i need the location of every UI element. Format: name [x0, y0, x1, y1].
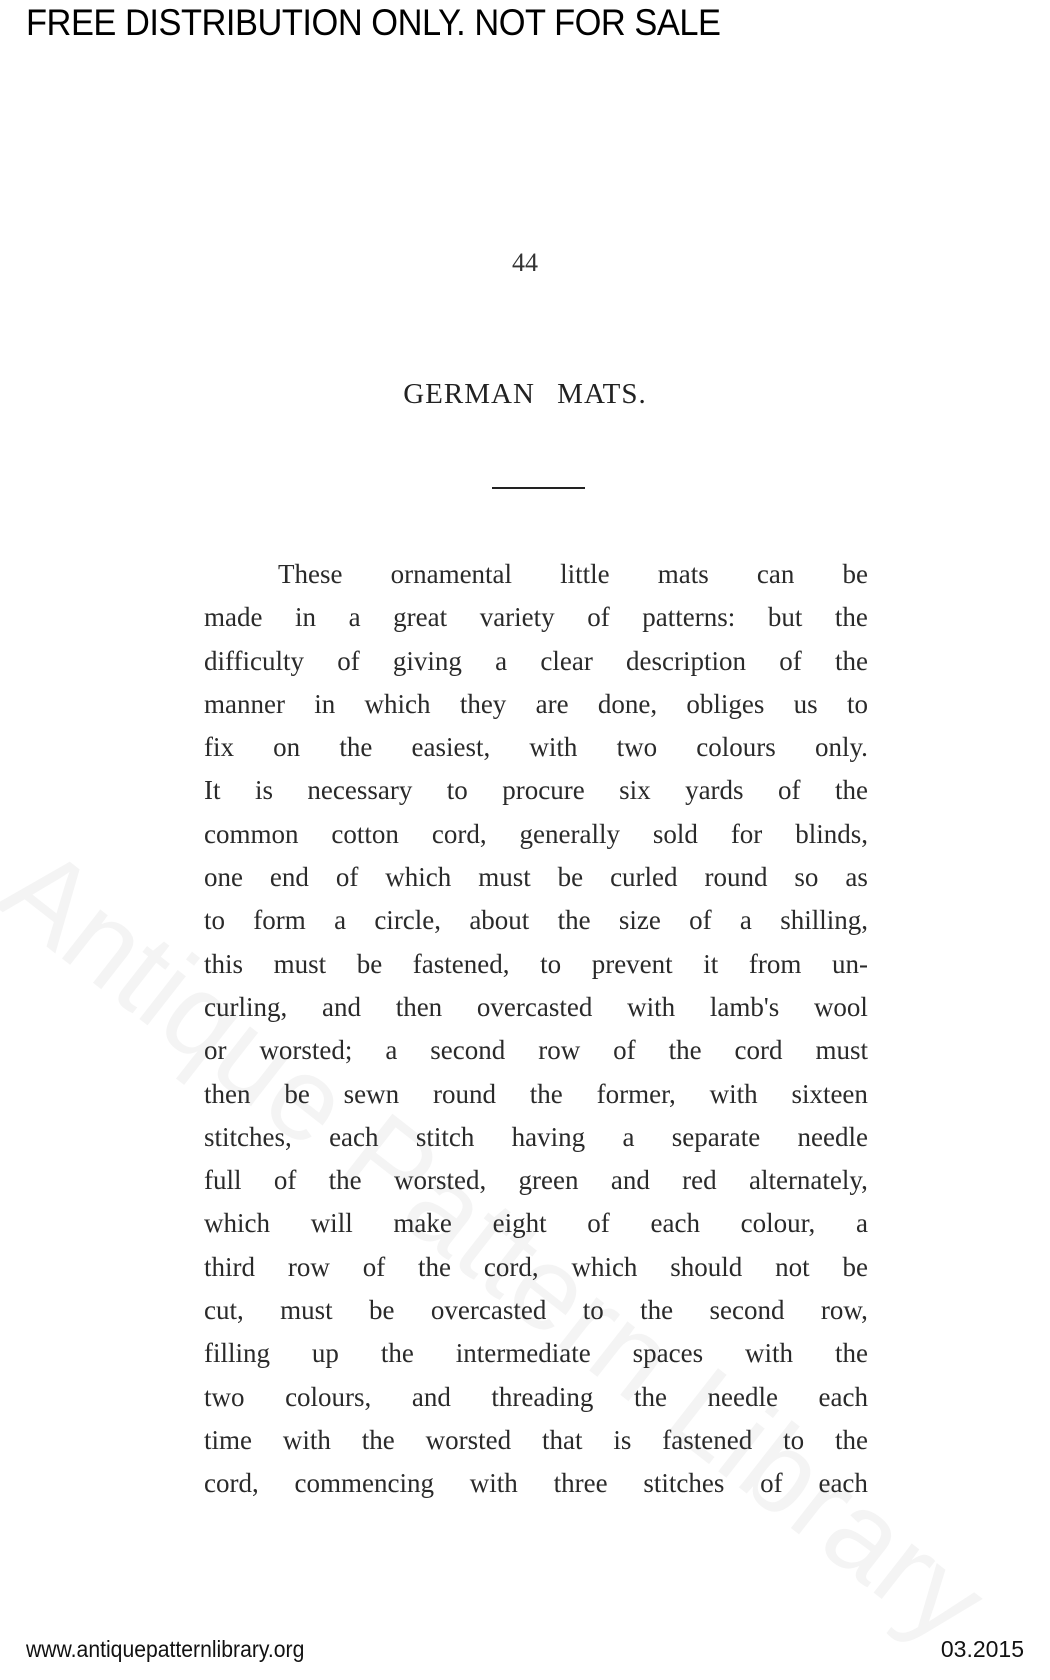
footer-date: 03.2015	[940, 1636, 1024, 1662]
text-line: manner in which they are done, obliges us to	[204, 688, 868, 719]
text-line: or worsted; a second row of the cord must	[204, 1035, 868, 1066]
distribution-notice: FREE DISTRIBUTION ONLY. NOT FOR SALE	[26, 2, 721, 43]
text-line: to form a circle, about the size of a shilling,	[204, 905, 868, 936]
text-line: then be sewn round the former, with sixteen	[204, 1078, 868, 1109]
page-number: 44	[512, 248, 538, 277]
text-line: stitches, each stitch having a separate needle	[204, 1121, 868, 1152]
title-rule	[492, 487, 585, 489]
text-line: time with the worsted that is fastened to the	[204, 1424, 868, 1455]
text-line: third row of the cord, which should not be	[204, 1251, 868, 1282]
text-line: cord, commencing with three stitches of each	[204, 1468, 868, 1499]
text-line: fix on the easiest, with two colours only.	[204, 732, 868, 763]
text-line: common cotton cord, generally sold for blinds,	[204, 818, 868, 849]
text-line: two colours, and threading the needle each	[204, 1381, 868, 1412]
text-line: full of the worsted, green and red alternately,	[204, 1165, 868, 1196]
text-line: one end of which must be curled round so as	[204, 862, 868, 893]
text-line: It is necessary to procure six yards of the	[204, 775, 868, 806]
text-line: filling up the intermediate spaces with the	[204, 1338, 868, 1369]
footer-url: www.antiquepatternlibrary.org	[26, 1636, 305, 1662]
text-line: cut, must be overcasted to the second row,	[204, 1295, 868, 1326]
text-line: made in a great variety of patterns: but the	[204, 602, 868, 633]
text-line: this must be fastened, to prevent it from un-	[204, 948, 868, 979]
body-text	[204, 553, 868, 1506]
page-title: GERMAN MATS.	[403, 378, 647, 410]
text-line: curling, and then overcasted with lamb's wool	[204, 991, 868, 1022]
text-line: difficulty of giving a clear description of the	[204, 645, 868, 676]
text-line: These ornamental little mats can be	[278, 559, 868, 589]
text-line: which will make eight of each colour, a	[204, 1208, 868, 1239]
